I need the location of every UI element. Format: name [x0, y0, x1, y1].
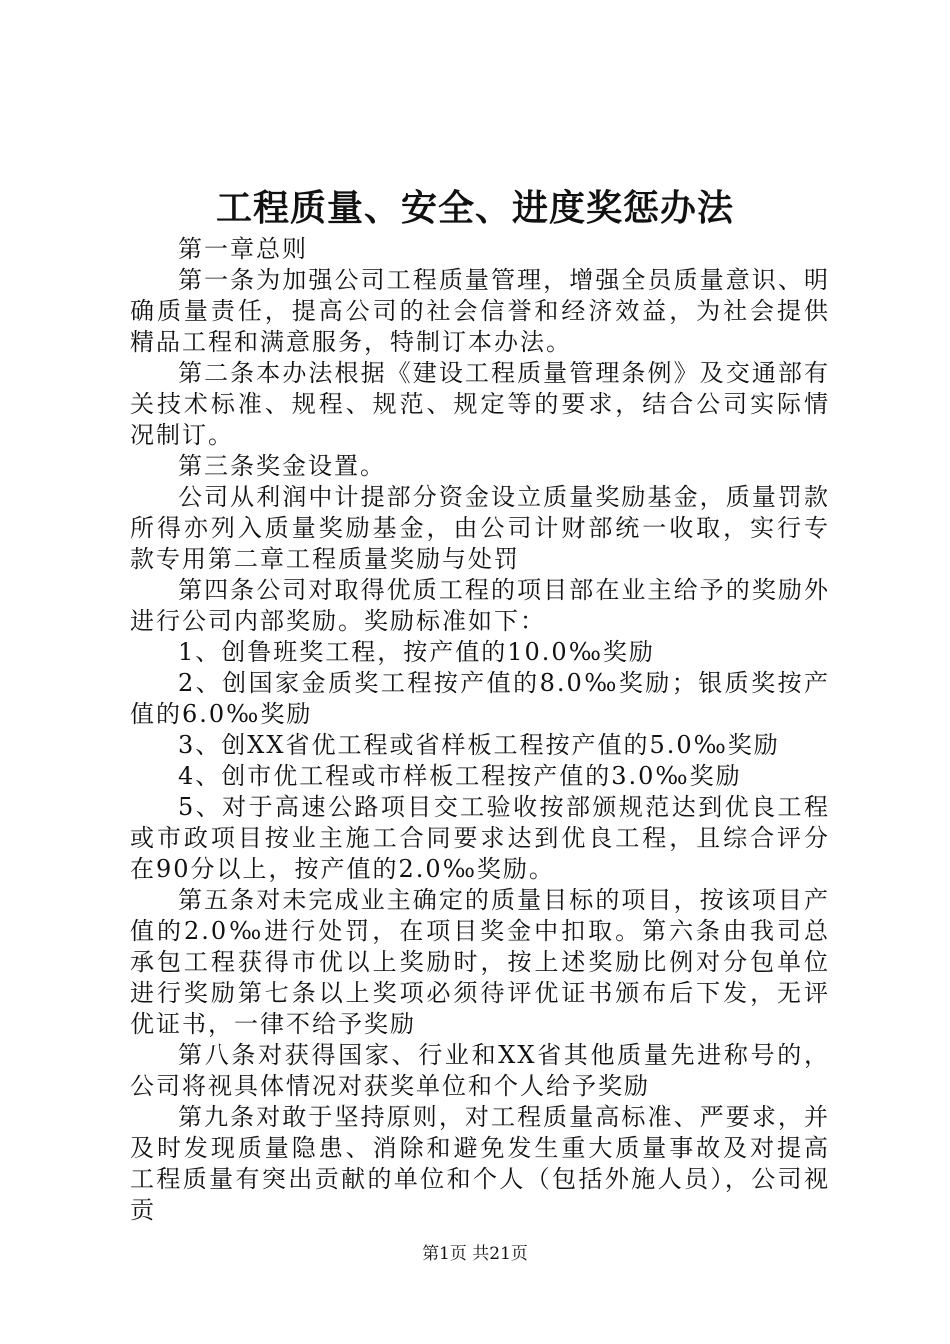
- document-body: [130, 234, 830, 1226]
- paragraph: 第八条对获得国家、行业和XX省其他质量先进称号的，公司将视具体情况对获奖单位和个人给予奖励: [130, 1041, 830, 1100]
- list-item: 1、创鲁班奖工程，按产值的10.0‰奖励: [178, 638, 655, 666]
- paragraph-chapter-heading: 第一章总则: [178, 235, 308, 263]
- document-title: 工程质量、安全、进度奖惩办法: [215, 187, 734, 229]
- list-item: 5、对于高速公路项目交工验收按部颁规范达到优良工程或市政项目按业主施工合同要求达到优良工程，且综合评分在90分以上，按产值的2.0‰奖励。: [130, 793, 830, 883]
- list-item: 2、创国家金质奖工程按产值的8.0‰奖励；银质奖按产值的6.0‰奖励: [130, 669, 830, 728]
- paragraph: 第四条公司对取得优质工程的项目部在业主给予的奖励外进行公司内部奖励。奖励标准如下：: [130, 576, 830, 635]
- list-item: 3、创XX省优工程或省样板工程按产值的5.0‰奖励: [178, 731, 780, 759]
- paragraph: 第一条为加强公司工程质量管理，增强全员质量意识、明确质量责任，提高公司的社会信誉和经济效益，为社会提供精品工程和满意服务，特制订本办法。: [130, 266, 830, 356]
- paragraph: 公司从利润中计提部分资金设立质量奖励基金，质量罚款所得亦列入质量奖励基金，由公司计财部统一收取，实行专款专用第二章工程质量奖励与处罚: [130, 483, 830, 573]
- paragraph: 第三条奖金设置。: [178, 452, 386, 480]
- paragraph: 第二条本办法根据《建设工程质量管理条例》及交通部有关技术标准、规程、规范、规定等的要求，结合公司实际情况制订。: [130, 359, 830, 449]
- paragraph: 第九条对敢于坚持原则，对工程质量高标准、严要求，并及时发现质量隐患、消除和避免发生重大质量事故及对提高工程质量有突出贡献的单位和个人（包括外施人员），公司视贡: [130, 1103, 830, 1224]
- paragraph: 第五条对未完成业主确定的质量目标的项目，按该项目产值的2.0‰进行处罚，在项目奖金中扣取。第六条由我司总承包工程获得市优以上奖励时，按上述奖励比例对分包单位进行奖励第七条以上奖项必须待评优证书颁布后下发，无评优证书，一律不给予奖励: [130, 886, 830, 1038]
- list-item: 4、创市优工程或市样板工程按产值的3.0‰奖励: [178, 762, 742, 790]
- page-number-footer: 第1页 共21页: [422, 1244, 528, 1264]
